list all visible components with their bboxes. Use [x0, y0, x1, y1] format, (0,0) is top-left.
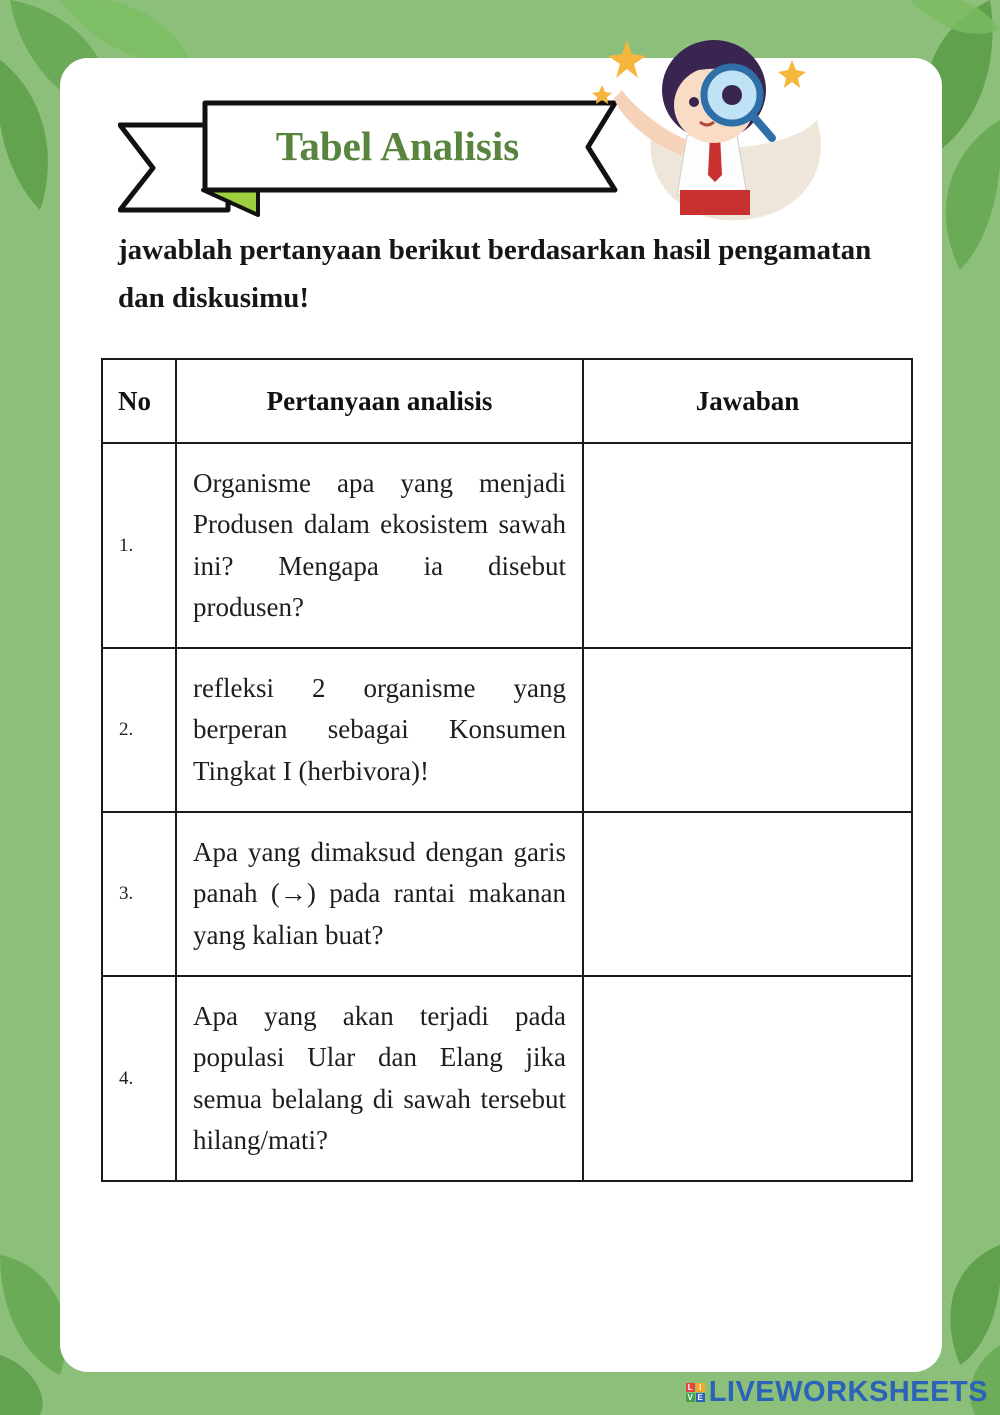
table-row: [102, 443, 912, 648]
table-row: [102, 648, 912, 812]
liveworksheets-brand: [686, 1376, 988, 1409]
answer-field-3[interactable]: [583, 812, 912, 976]
instruction-text: jawablah pertanyaan berikut berdasarkan hasil pengamatan dan diskusimu!: [118, 234, 872, 314]
answer-field-1[interactable]: [583, 443, 912, 648]
question-text: Organisme apa yang menjadi Produsen dalam ekosistem sawah ini? Mengapa ia disebut produsen?: [176, 443, 583, 648]
brand-name: LIVEWORKSHEETS: [708, 1376, 988, 1408]
row-number: 4.: [102, 976, 176, 1181]
logo-letter: E: [697, 1393, 703, 1402]
answer-field-2[interactable]: [583, 648, 912, 812]
header-question: Pertanyaan analisis: [176, 359, 583, 443]
row-number: 2.: [102, 648, 176, 812]
logo-letter: L: [686, 1383, 695, 1392]
question-text: Apa yang akan terjadi pada populasi Ular dan Elang jika semua belalang di sawah tersebut hilang/mati?: [176, 976, 583, 1181]
logo-letter: I: [696, 1383, 705, 1392]
question-text: Apa yang dimaksud dengan garis panah (→) pada rantai makanan yang kalian buat?: [176, 812, 583, 976]
analysis-table: [101, 358, 913, 1182]
header-no: No: [102, 359, 176, 443]
row-number: 1.: [102, 443, 176, 648]
header-answer: Jawaban: [583, 359, 912, 443]
answer-field-4[interactable]: [583, 976, 912, 1181]
girl-magnifier-illustration: [592, 10, 842, 230]
row-number: 3.: [102, 812, 176, 976]
liveworksheets-logo-icon: [686, 1383, 705, 1402]
question-text: refleksi 2 organisme yang berperan sebagai Konsumen Tingkat I (herbivora)!: [176, 648, 583, 812]
table-header-row: [102, 359, 912, 443]
table-row: [102, 976, 912, 1181]
table-row: [102, 812, 912, 976]
page-title: Tabel Analisis: [275, 123, 520, 169]
logo-letter: V: [687, 1393, 693, 1402]
